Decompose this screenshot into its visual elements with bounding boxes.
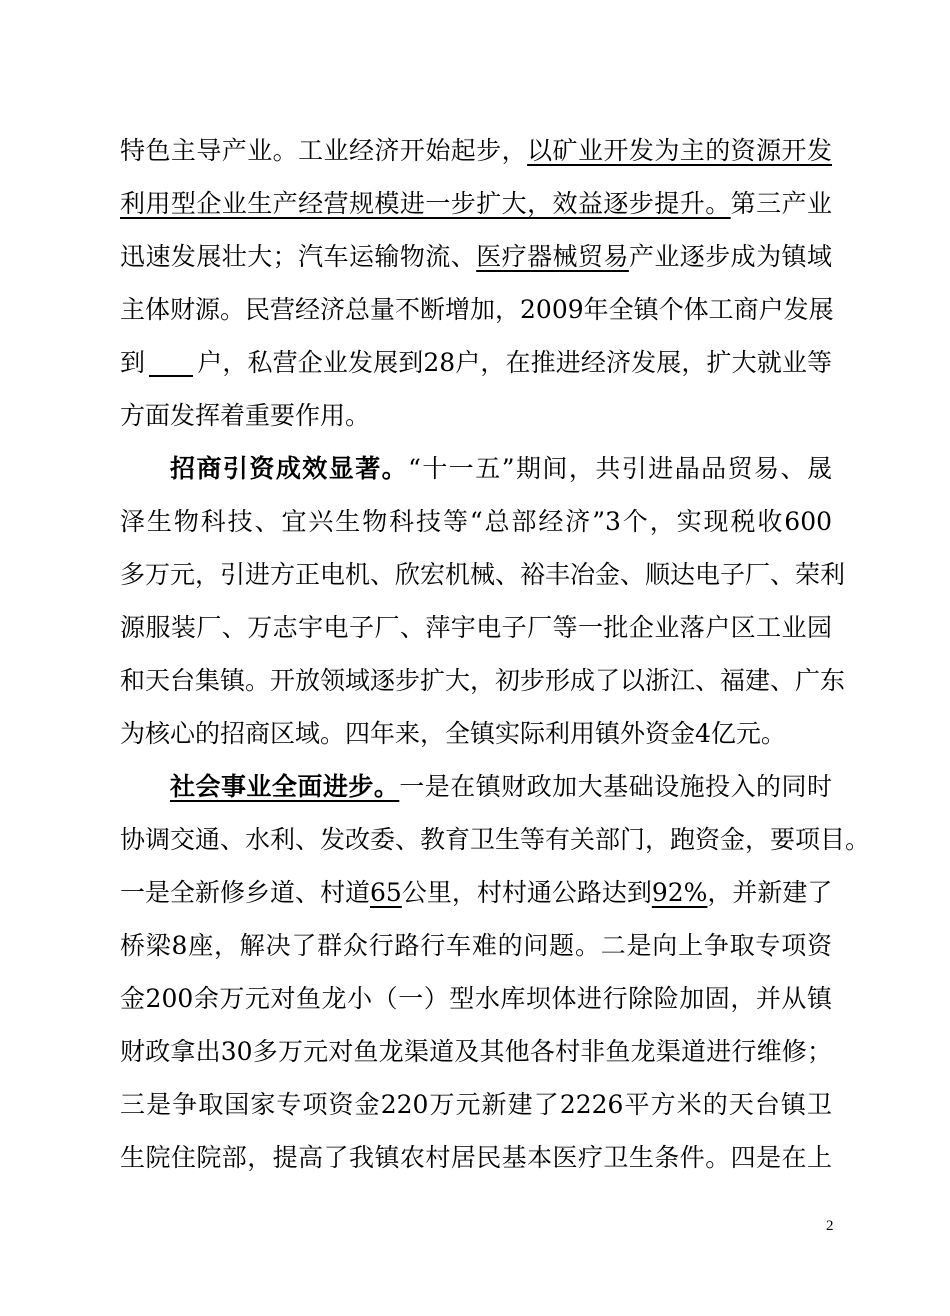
text-run: 到 (120, 348, 146, 377)
underlined-text: 92% (651, 878, 708, 907)
text-run: 多万元，引进方正电机、欣宏机械、裕丰冶金、顺达电子厂、荣利 (120, 560, 846, 589)
text-line (120, 131, 832, 171)
text-line (120, 555, 846, 595)
text-run: 为核心的招商区域。四年来，全镇实际利用镇外资金4亿元。 (120, 719, 786, 748)
text-line (120, 873, 832, 913)
text-run: 方面发挥着重要作用。 (120, 401, 371, 430)
text-run: 泽生物科技、宜兴生物科技等“总部经济”3个，实现税收600 (120, 507, 832, 536)
text-line (120, 237, 832, 277)
text-run: “十一五”期间，共引进晶品贸易、晟 (408, 454, 832, 483)
text-line (120, 926, 832, 966)
text-run: 主体财源。民营经济总量不断增加，2009年全镇个体工商户发展 (120, 295, 834, 324)
text-line (120, 502, 832, 542)
text-line (120, 820, 871, 860)
text-run: 产业逐步成为镇域 (628, 242, 832, 271)
text-line (120, 1085, 832, 1125)
text-run: 一是在镇财政加大基础设施投入的同时 (399, 772, 832, 801)
underlined-text: 以矿业开发为主的资源开发 (527, 136, 832, 165)
text-line (120, 979, 832, 1019)
text-run: 一是全新修乡道、村道 (120, 878, 371, 907)
text-line (120, 1032, 832, 1072)
underlined-text: 利用型企业生产经营规模进一步扩大，效益逐步提升。 (120, 189, 731, 218)
text-run: 生院住院部，提高了我镇农村居民基本医疗卫生条件。四是在上 (120, 1143, 832, 1172)
text-run: 协调交通、水利、发改委、教育卫生等有关部门，跑资金，要项目。 (120, 825, 871, 854)
text-run: 特色主导产业。工业经济开始起步， (120, 136, 528, 165)
text-line (120, 184, 832, 224)
text-line (120, 343, 832, 383)
underlined-text: 65 (370, 878, 402, 907)
text-run: 户，私营企业发展到28户，在推进经济发展，扩大就业等 (197, 348, 832, 377)
text-run: ，并新建了 (707, 878, 833, 907)
text-run: 桥梁8座，解决了群众行路行车难的问题。二是向上争取专项资 (120, 931, 832, 960)
text-run: 源服装厂、万志宇电子厂、萍宇电子厂等一批企业落户区工业园 (120, 613, 832, 642)
text-line (120, 290, 832, 330)
page-number: 2 (826, 1218, 834, 1234)
text-run: 迅速发展壮大；汽车运输物流、 (120, 242, 477, 271)
text-line (170, 767, 832, 807)
text-line (120, 1138, 832, 1178)
text-run: 金200余万元对鱼龙小（一）型水库坝体进行除险加固，并从镇 (120, 984, 832, 1013)
text-run: 公里，村村通公路达到 (401, 878, 652, 907)
text-line (170, 449, 832, 489)
section-heading: 招商引资成效显著。 (170, 454, 409, 483)
text-line (120, 396, 832, 436)
text-run: 第三产业 (730, 189, 832, 218)
text-line (120, 661, 846, 701)
blank-fill-line (149, 375, 193, 377)
underlined-text: 医疗器械贸易 (476, 242, 629, 271)
text-run: 和天台集镇。开放领域逐步扩大，初步形成了以浙江、福建、广东 (120, 666, 846, 695)
section-heading: 社会事业全面进步。 (170, 772, 400, 801)
text-run: 财政拿出30多万元对鱼龙渠道及其他各村非鱼龙渠道进行维修； (120, 1037, 832, 1066)
text-line (120, 608, 832, 648)
text-line (120, 714, 832, 754)
text-run: 三是争取国家专项资金220万元新建了2226平方米的天台镇卫 (120, 1090, 832, 1119)
